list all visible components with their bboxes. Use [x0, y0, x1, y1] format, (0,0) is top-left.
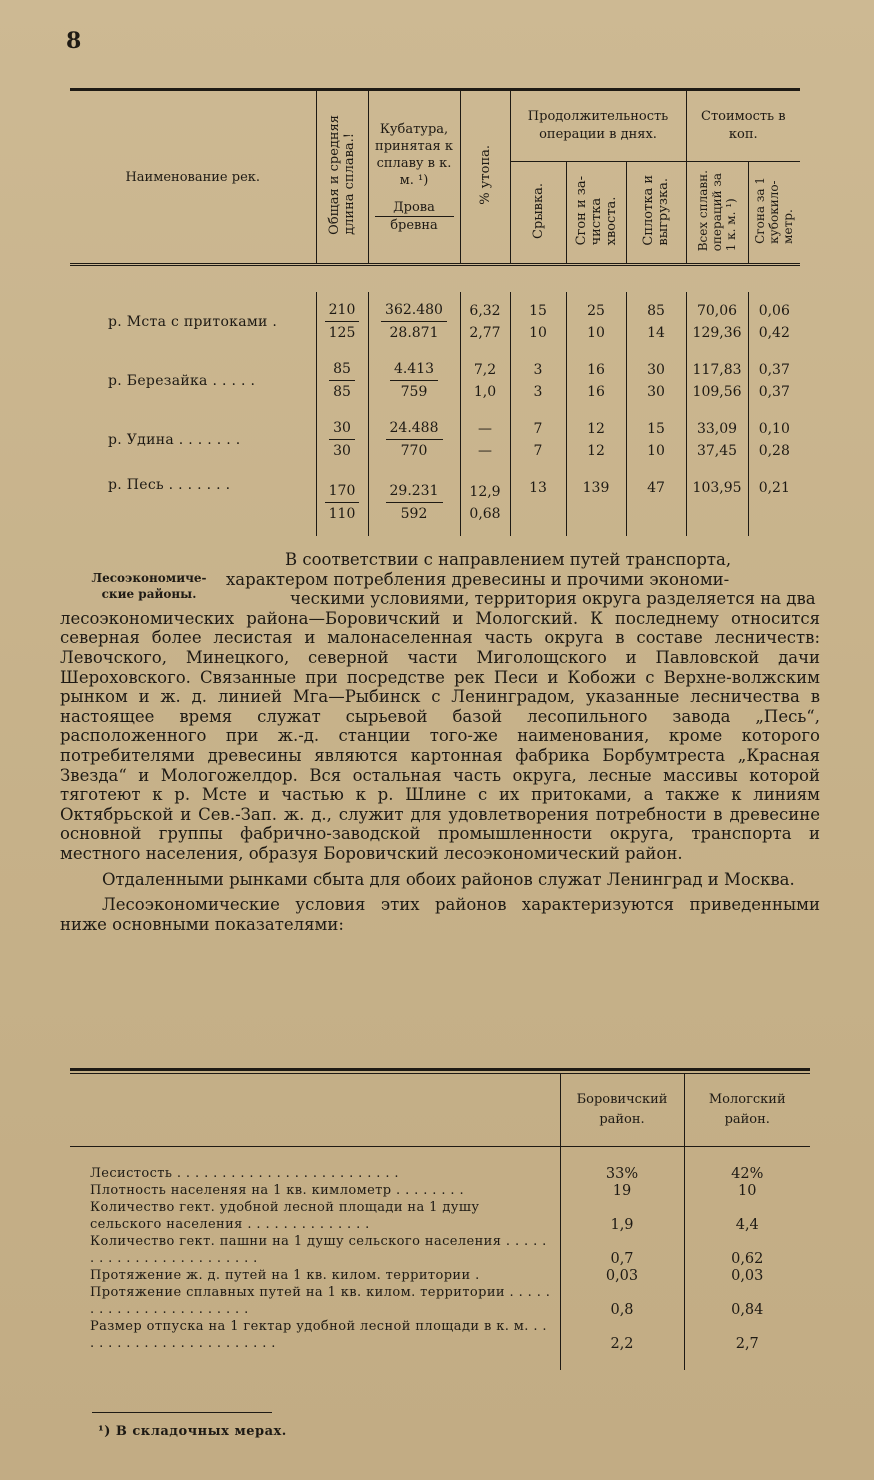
table-row: Размер отпуска на 1 гектар удобной лесной площади в к. м. . . . . . . . . . . . . . . . . . . . . . . . 2,2 2,7 [70, 1318, 810, 1352]
header-borovichi: Боровичский район. [560, 1074, 684, 1147]
table-row: Протяжение сплавных путей на 1 кв. килом. территории . . . . . . . . . . . . . . . . . . . . . . . 0,8 0,84 [70, 1284, 810, 1318]
body-text [60, 550, 820, 934]
header-splotka: Сплотка и выгрузка. [626, 162, 686, 265]
header-cost-all: Всех сплавн. операций за 1 к. м. ¹) [686, 162, 748, 265]
table-row: Количество гект. пашни на 1 душу сельского населения . . . . . . . . . . . . . . . . . . . . . . . . 0,7 0,62 [70, 1233, 810, 1267]
table-row: Лесистость . . . . . . . . . . . . . . . . . . . . . . . . . 33% 42% [70, 1165, 810, 1182]
header-river-name: Наименование рек. [70, 91, 316, 265]
footnote-rule [92, 1412, 272, 1413]
footnote: ¹) В складочных мерах. [98, 1424, 287, 1439]
header-cost-group: Стоимость в коп. [686, 91, 800, 162]
table-row: р. Мста с притоками . $\frac{210}{125}$ $\frac{362.480}{28.871}$ 6,32 2,77 15 10 25 10 85 14 70,06 129,36 0,06 0,42 [70, 292, 800, 351]
river-name: р. Удина . . . . . . . [108, 431, 241, 448]
paragraph-1: В соответствии с направлением путей транспорта, характером потребления древесины и прочими экономи- ческими условиями, территория округа разделяется на два лесоэкономических района—Боровичский и Мологский. К последнему относится северная более лесистая и малонаселенная часть округа в составе лесничеств: Левочского, Минецкого, северной части Миголощского и Павловской дачи Шероховского. Связанные при посредстве рек Песи и Кобожи с Верхне-волжским рынком и ж. д. линией Мга—Рыбинск с Ленинградом, указанные лесничества в настоящее время служат сырьевой базой лесопильного завода „Песь“, расположенного при ж.-д. станции того-же наименования, кроме которого потребителями древесины являются картонная фабрика Борбумтреста „Красная Звезда“ и Мологожелдор. Вся остальная часть округа, лесные массивы которой тяготеют к р. Мсте и частью к р. Шлине с их притоками, а также к линиям Октябрьской и Сев.-Зап. ж. д., служит для удовлетворения потребности в древесине основной группы фабрично-заводской промышленности округа, транспорта и местного населения, образуя Боровичский лесоэкономический район. [60, 550, 820, 863]
header-cost-sgon: Сгона за 1 кубокило- метр. [748, 162, 800, 265]
header-srivka: Срывка. [510, 162, 566, 265]
table-row: р. Удина . . . . . . . $\frac{30}{30}$ $\frac{24.488}{770}$ — — 7 7 12 12 15 10 33,09 37,45 0,10 0,28 [70, 410, 800, 469]
river-name: р. Березайка . . . . . [108, 372, 256, 389]
header-length: Общая и средняя длина сплава.! [316, 91, 368, 265]
paragraph-2: Отдаленными рынками сбыта для обоих районов служат Ленинград и Москва. [102, 869, 795, 889]
table-row: Протяжение ж. д. путей на 1 кв. килом. территории . 0,03 0,03 [70, 1267, 810, 1284]
header-cubature: Кубатура, принятая к сплаву в к. м. ¹) Дрова бревна [368, 91, 460, 265]
rafting-table [70, 88, 800, 536]
table-row: р. Песь . . . . . . . $\frac{170}{110}$ $\frac{29.231}{592}$ 12,9 0,68 13 139 47 103,95 0,21 [70, 469, 800, 536]
indicators-table [70, 1068, 810, 1370]
river-name: р. Песь . . . . . . . [108, 477, 231, 493]
header-sgon: Сгон и за- чистка хвоста. [566, 162, 626, 265]
table-row: Плотность населеняя на 1 кв. кимлометр . . . . . . . . 19 10 [70, 1182, 810, 1199]
header-drown-percent: % утопа. [460, 91, 510, 265]
table-row: р. Березайка . . . . . $\frac{85}{85}$ $\frac{4.413}{759}$ 7,2 1,0 3 3 16 16 30 30 117,83 109,56 0,37 0,37 [70, 351, 800, 410]
paragraph-3: Лесоэкономические условия этих районов характеризуются приведенными ниже основными показателями: [60, 895, 820, 934]
header-duration-group: Продолжительность операции в днях. [510, 91, 686, 162]
header-mologa: Мологский район. [684, 1074, 810, 1147]
river-name: р. Мста с притоками . [108, 313, 278, 330]
margin-heading: Лесоэкономиче- ские районы. [91, 571, 207, 601]
table-row: Количество гект. удобной лесной площади на 1 душу сельского населения . . . . . . . . . . . . . . 1,9 4,4 [70, 1199, 810, 1233]
page-number: 8 [66, 28, 82, 54]
